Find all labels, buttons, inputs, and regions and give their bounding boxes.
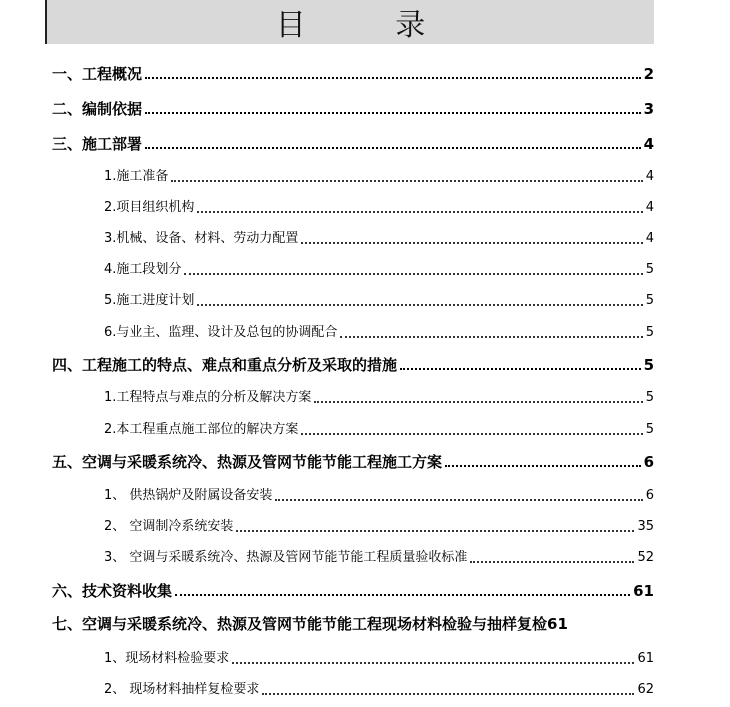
toc-title: 目 录 [275, 8, 466, 43]
toc-subentry[interactable] [104, 547, 654, 567]
dot-leader [145, 147, 641, 149]
toc-entry-title: 1.施工准备 [104, 169, 169, 184]
dot-leader [232, 662, 634, 664]
toc-page-number: 35 [637, 519, 654, 534]
toc-page-number: 3 [643, 100, 654, 118]
toc-entry-title: 2、 现场材料抽样复检要求 [104, 682, 260, 697]
toc-entry[interactable] [52, 580, 654, 600]
toc-subentry[interactable] [104, 197, 654, 217]
dot-leader [197, 211, 642, 213]
dot-leader [445, 465, 641, 467]
toc-subentry[interactable] [104, 485, 654, 505]
toc-page-number: 52 [637, 550, 654, 565]
toc-entry-title: 1、 供热锅炉及附属设备安装 [104, 488, 273, 503]
toc-page-number: 5 [645, 262, 654, 277]
toc-subentry[interactable] [104, 290, 654, 310]
toc-page-number: 5 [643, 356, 654, 374]
dot-leader [301, 433, 642, 435]
toc-entry-title: 四、工程施工的特点、难点和重点分析及采取的措施 [52, 356, 398, 374]
dot-leader [314, 401, 642, 403]
toc-entry[interactable] [52, 613, 654, 633]
dot-leader [145, 77, 641, 79]
toc-subentry[interactable] [104, 228, 654, 248]
toc-entry-title: 五、空调与采暖系统冷、热源及管网节能节能工程施工方案 [52, 453, 443, 471]
dot-leader [175, 594, 630, 596]
toc-page-number: 61 [547, 615, 568, 633]
dot-leader [400, 368, 641, 370]
toc-page-number: 4 [643, 135, 654, 153]
toc-entry-title: 4.施工段划分 [104, 262, 182, 277]
toc-entry-title: 2.项目组织机构 [104, 200, 195, 215]
toc-subentry[interactable] [104, 679, 654, 699]
toc-subentry[interactable] [104, 387, 654, 407]
toc-entry-title: 6.与业主、监理、设计及总包的协调配合 [104, 325, 338, 340]
toc-subentry[interactable] [104, 166, 654, 186]
toc-entry-title: 5.施工进度计划 [104, 293, 195, 308]
toc-subentry[interactable] [104, 322, 654, 342]
toc-entry-title: 1.工程特点与难点的分析及解决方案 [104, 390, 312, 405]
toc-page-number: 61 [633, 582, 654, 600]
dot-leader [340, 336, 642, 338]
dot-leader [470, 561, 634, 563]
toc-page-number: 61 [637, 651, 654, 666]
toc-page-number: 6 [645, 488, 654, 503]
dot-leader [171, 180, 642, 182]
toc-page-number: 4 [645, 200, 654, 215]
toc-entry-title: 2.本工程重点施工部位的解决方案 [104, 422, 299, 437]
toc-entry-title: 六、技术资料收集 [52, 582, 173, 600]
dot-leader [301, 242, 642, 244]
toc-subentry[interactable] [104, 419, 654, 439]
toc-entry[interactable] [52, 451, 654, 471]
toc-page-number: 5 [645, 293, 654, 308]
toc-page-number: 4 [645, 231, 654, 246]
dot-leader [184, 273, 642, 275]
toc-entry-title: 3.机械、设备、材料、劳动力配置 [104, 231, 299, 246]
toc-entry[interactable] [52, 133, 654, 153]
toc-page-number: 4 [645, 169, 654, 184]
toc-entry-title: 一、工程概况 [52, 65, 143, 83]
toc-entry-title: 二、编制依据 [52, 100, 143, 118]
toc-entry-title: 3、 空调与采暖系统冷、热源及管网节能节能工程质量验收标准 [104, 550, 468, 565]
toc-subentry[interactable] [104, 259, 654, 279]
toc-subentry[interactable] [104, 516, 654, 536]
toc-page-number: 6 [643, 453, 654, 471]
toc-entry-title: 1、现场材料检验要求 [104, 651, 230, 666]
toc-entry-title: 七、空调与采暖系统冷、热源及管网节能节能工程现场材料检验与抽样复检 [52, 615, 548, 633]
toc-entry[interactable] [52, 63, 654, 83]
toc-page-number: 62 [637, 682, 654, 697]
dot-leader [275, 499, 642, 501]
toc-page-number: 5 [645, 325, 654, 340]
toc-entry[interactable] [52, 98, 654, 118]
toc-subentry[interactable] [104, 648, 654, 668]
toc-page-number: 5 [645, 422, 654, 437]
dot-leader [236, 530, 634, 532]
toc-entry-title: 三、施工部署 [52, 135, 143, 153]
toc-entry-title: 2、 空调制冷系统安装 [104, 519, 234, 534]
dot-leader [197, 304, 642, 306]
dot-leader [262, 693, 634, 695]
toc-page-number: 5 [645, 390, 654, 405]
toc-page-number: 2 [643, 65, 654, 83]
dot-leader [145, 112, 641, 114]
toc-entry[interactable] [52, 354, 654, 374]
